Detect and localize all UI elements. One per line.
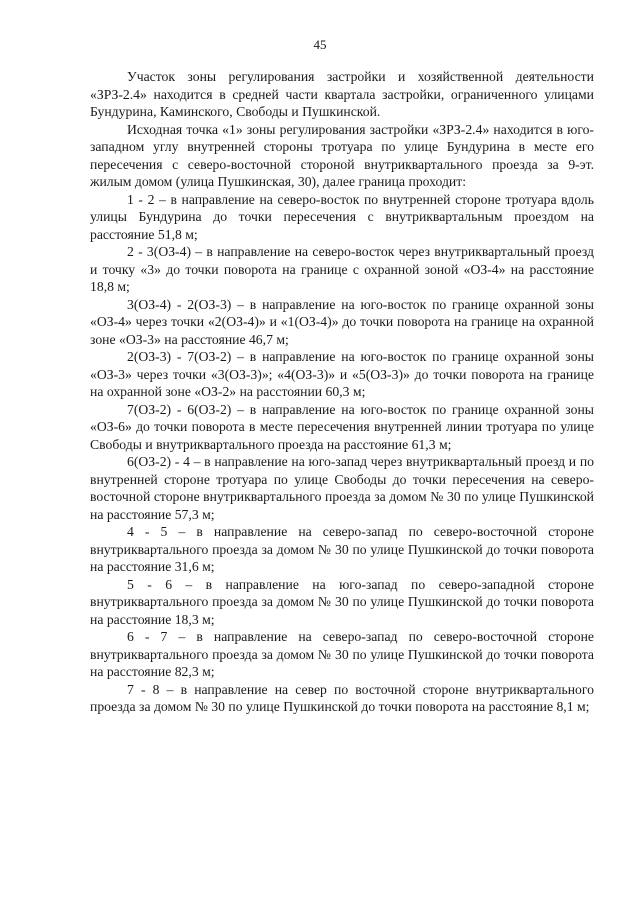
paragraph-segment-7-8: 7 - 8 – в направление на север по восточной стороне внутриквартального проезда за домом № 30 по улице Пушкинской до точки поворота на расстояние 8,1 м;: [90, 681, 594, 714]
paragraph-segment-2oz3-7oz2: 2(ОЗ-3) - 7(ОЗ-2) – в направление на юго-восток по границе охранной зоны «ОЗ-3» через точки «3(ОЗ-3)»; «4(ОЗ-3)» и «5(ОЗ-3)» до точки поворота на границе на охранной зоне «ОЗ-2» на расстоянии 60,3 м;: [90, 349, 594, 399]
paragraph-segment-6-7: 6 - 7 – в направление на северо-запад по северо-восточной стороне внутриквартального проезда за домом № 30 по улице Пушкинской до точки поворота на расстояние 82,3 м;: [90, 629, 594, 679]
paragraph-segment-5-6: 5 - 6 – в направление на юго-запад по северо-западной стороне внутриквартального проезда за домом № 30 по улице Пушкинской до точки поворота на расстояние 18,3 м;: [90, 576, 594, 627]
document-body: [90, 68, 594, 716]
paragraph-segment-6oz2-4: 6(ОЗ-2) - 4 – в направление на юго-запад через внутриквартальный проезд и по внутренней стороне тротуара по улице Свободы до точки пересечения на северо-восточной стороне внутриквартального проезда за домом № 30 по улице Пушкинской на расстояние 57,3 м;: [90, 454, 594, 522]
page-number: 45: [313, 37, 327, 52]
paragraph-zone-description: Участок зоны регулирования застройки и хозяйственной деятельности «ЗРЗ-2.4» находится в средней части квартала застройки, ограниченного улицами Бундурина, Каминского, Свободы и Пушкинской.: [90, 69, 594, 119]
paragraph-segment-2-3: 2 - 3(ОЗ-4) – в направление на северо-восток через внутриквартальный проезд и точку «3» до точки поворота на границе с охранной зоной «ОЗ-4» на расстояние 18,8 м;: [90, 244, 594, 294]
paragraph-segment-4-5: 4 - 5 – в направление на северо-запад по северо-восточной стороне внутриквартального проезда за домом № 30 по улице Пушкинской до точки поворота на расстояние 31,6 м;: [90, 524, 594, 574]
paragraph-segment-7oz2-6oz2: 7(ОЗ-2) - 6(ОЗ-2) – в направление на юго-восток по границе охранной зоны «ОЗ-6» до точки поворота в месте пересечения внутренней линии тротуара по улице Свободы и внутриквартального проезда на расстояние 61,3 м;: [90, 401, 594, 452]
paragraph-start-point: Исходная точка «1» зоны регулирования застройки «ЗРЗ-2.4» находится в юго-западном углу внутренней стороны тротуара по улице Бундурина в месте его пересечения с северо-восточной стороной внутриквартального проезда за 9-эт. жилым домом (улица Пушкинская, 30), далее граница проходит:: [90, 121, 594, 189]
paragraph-segment-1-2: 1 - 2 – в направление на северо-восток по внутренней стороне тротуара вдоль улицы Бундурина до точки пересечения с внутриквартальным проездом на расстояние 51,8 м;: [90, 191, 594, 242]
paragraph-segment-3-2oz3: 3(ОЗ-4) - 2(ОЗ-3) – в направление на юго-восток по границе охранной зоны «ОЗ-4» через точки «2(ОЗ-4)» и «1(ОЗ-4)» до точки поворота на границе на охранной зоне «ОЗ-3» на расстояние 46,7 м;: [90, 296, 594, 347]
